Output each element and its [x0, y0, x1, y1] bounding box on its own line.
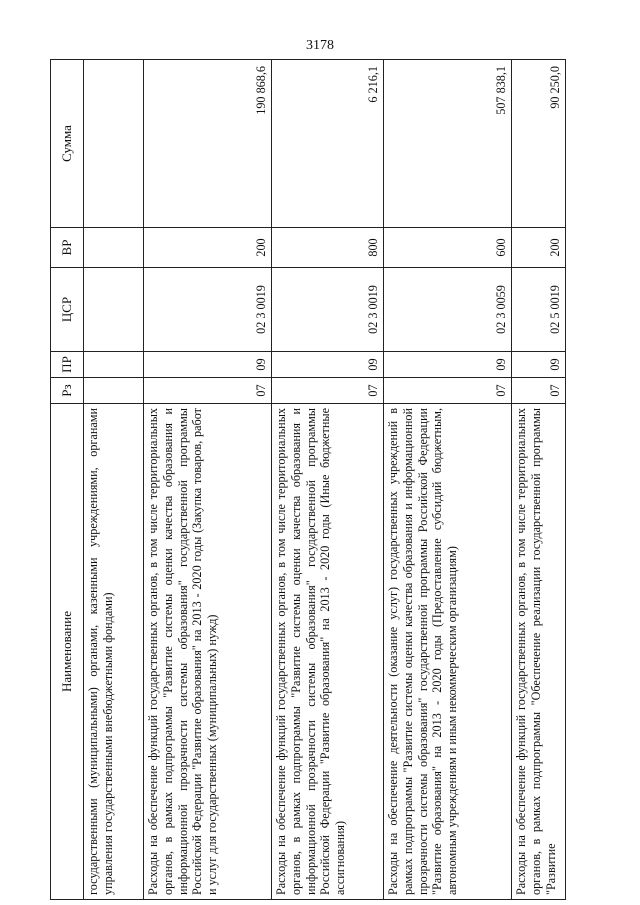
table-row [272, 60, 384, 900]
row-rz [84, 378, 144, 404]
row-sum: 90 250,0 [512, 60, 566, 228]
table-row [384, 60, 512, 900]
header-vr: ВР [51, 228, 84, 268]
row-sum: 6 216,1 [272, 60, 384, 228]
row-pr: 09 [512, 352, 566, 378]
row-pr: 09 [384, 352, 512, 378]
row-vr [84, 228, 144, 268]
row-vr: 200 [144, 228, 272, 268]
row-sum [84, 60, 144, 228]
header-sum: Сумма [51, 60, 84, 228]
row-sum: 507 838,1 [384, 60, 512, 228]
row-csr: 02 3 0059 [384, 268, 512, 352]
row-csr: 02 3 0019 [144, 268, 272, 352]
row-csr [84, 268, 144, 352]
row-vr: 600 [384, 228, 512, 268]
table-row [512, 60, 566, 900]
row-pr: 09 [272, 352, 384, 378]
row-name: Расходы на обеспечение функций государственных органов, в том числе территориальных органов, в рамках подпрограммы "Обеспечение реализации государственной программы "Развитие [512, 404, 566, 900]
budget-table [50, 59, 566, 900]
row-rz: 07 [272, 378, 384, 404]
table-row [84, 60, 144, 900]
row-name: Расходы на обеспечение деятельности (оказание услуг) государственных учреждений в рамках подпрограммы "Развитие системы оценки качества образования и информационной прозрачности системы образования" государственной программы Российской Федерации "Развитие образования" на 2013 - 2020 годы (Предоставление субсидий бюджетным, автономным учреждениям и иным некоммерческим организациям) [384, 404, 512, 900]
row-vr: 800 [272, 228, 384, 268]
table-header-row [51, 60, 84, 900]
row-sum: 190 868,6 [144, 60, 272, 228]
row-name: государственными (муниципальными) органами, казенными учреждениями, органами управления государственными внебюджетными фондами) [84, 404, 144, 900]
row-pr [84, 352, 144, 378]
row-vr: 200 [512, 228, 566, 268]
row-rz: 07 [144, 378, 272, 404]
row-csr: 02 5 0019 [512, 268, 566, 352]
row-csr: 02 3 0019 [272, 268, 384, 352]
page-number: 3178 [306, 38, 334, 53]
row-name: Расходы на обеспечение функций государственных органов, в том числе территориальных органов, в рамках подпрограммы "Развитие системы оценки качества образования и информационной прозрачности системы образования" государственной программы Российской Федерации "Развитие образования" на 2013 - 2020 годы (Закупка товаров, работ и услуг для государственных (муниципальных) нужд) [144, 404, 272, 900]
table-row [144, 60, 272, 900]
row-name: Расходы на обеспечение функций государственных органов, в том числе территориальных органов, в рамках подпрограммы "Развитие системы оценки качества образования и информационной прозрачности системы образования" государственной программы Российской Федерации "Развитие образования" на 2013 - 2020 годы (Иные бюджетные ассигнования) [272, 404, 384, 900]
header-pr: ПР [51, 352, 84, 378]
row-rz: 07 [512, 378, 566, 404]
header-csr: ЦСР [51, 268, 84, 352]
row-pr: 09 [144, 352, 272, 378]
row-rz: 07 [384, 378, 512, 404]
header-name: Наименование [51, 404, 84, 900]
header-rz: Рз [51, 378, 84, 404]
rotated-table-sheet [50, 60, 590, 900]
